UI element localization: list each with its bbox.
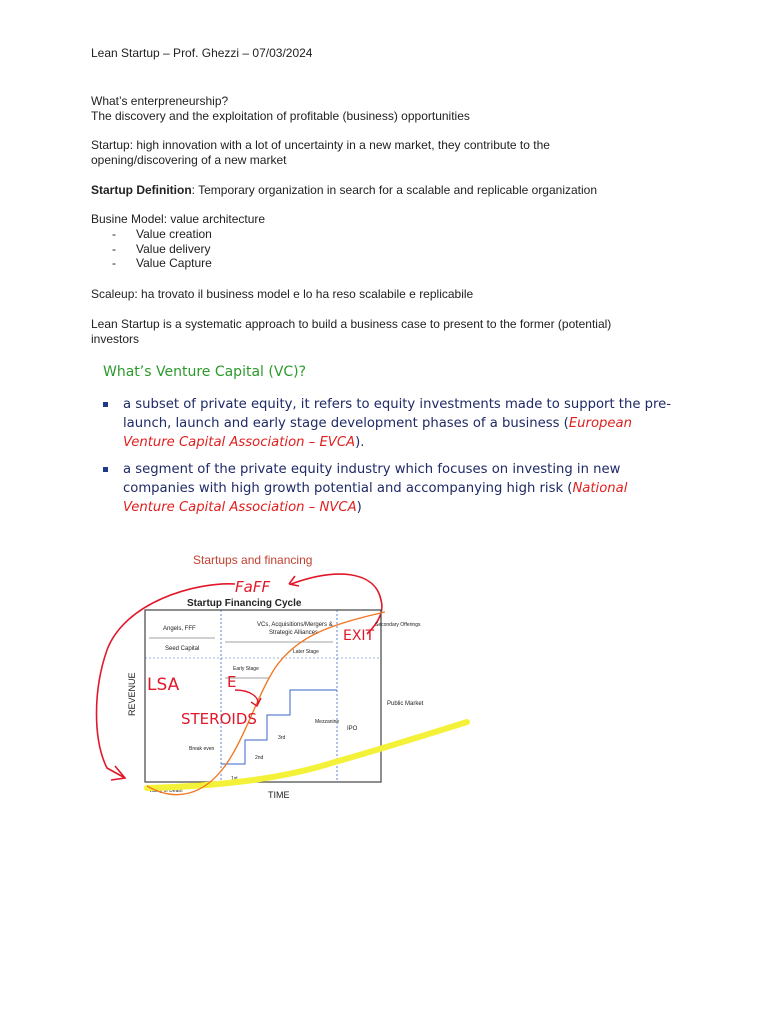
startup-line-1: Startup: high innovation with a lot of uncertainty in a new market, they contribute to the [91, 138, 550, 152]
startup-financing-diagram [85, 540, 485, 820]
vc-bullet-2-text-b: ) [356, 500, 362, 515]
steroids-annotation: STEROIDS [181, 710, 257, 728]
vcs-label-2: Strategic Alliances [269, 630, 319, 636]
e-annotation: E [227, 673, 237, 691]
x-axis-label: TIME [268, 790, 290, 800]
list-dash: - [112, 256, 116, 270]
startup-line-2: opening/discovering of a new market [91, 152, 287, 167]
entrepreneurship-question: What’s enterpreneurship? [91, 94, 229, 108]
bullet-square [103, 402, 108, 407]
arrow-head [111, 766, 125, 780]
handwritten-title: Startups and financing [193, 553, 313, 567]
lean-line-1: Lean Startup is a systematic approach to build a business case to present to the former (potential) [91, 317, 612, 331]
y-axis-label: REVENUE [127, 672, 137, 716]
startup-definition [91, 183, 597, 198]
list-dash: - [112, 227, 116, 241]
fff-annotation: FaFF [235, 578, 271, 596]
vc-bullet-1-text-a: a subset of private equity, it refers to equity investments made to support the pre-launch, launch and early stage development phases of a business ( [123, 397, 672, 431]
chart-title: Startup Financing Cycle [187, 598, 302, 609]
vc-bullet-1 [103, 395, 683, 452]
secondary-label: Secondary Offerings [375, 622, 421, 628]
round-3-label: 3rd [278, 735, 286, 741]
vcs-label-1: VCs, Acquisitions/Mergers & [257, 622, 333, 628]
break-even-label: Break even [189, 746, 215, 752]
vc-bullet-1-source: European Venture Capital Association – EVCA [123, 416, 632, 450]
round-2-label: 2nd [255, 755, 264, 761]
list-item-label: Value delivery [136, 241, 211, 256]
vc-bullet-2-text-a: a segment of the private equity industry which focuses on investing in new companies with high growth potential and accompanying high risk ( [123, 462, 621, 496]
yellow-highlight [147, 722, 467, 788]
exit-annotation: EXIT [343, 628, 375, 644]
vc-bullet-1-text [123, 395, 683, 452]
document-header: Lean Startup – Prof. Ghezzi – 07/03/2024 [91, 46, 313, 60]
angels-label: Angels, FFF [163, 626, 196, 632]
entrepreneurship-answer: The discovery and the exploitation of profitable (business) opportunities [91, 108, 470, 123]
business-model-title: Busine Model: value architecture [91, 212, 266, 226]
early-stage-label: Early Stage [233, 666, 259, 672]
vc-bullet-2-source: National Venture Capital Association – NVCA [123, 481, 628, 515]
list-dash: - [112, 241, 116, 256]
lean-line-2: investors [91, 331, 140, 346]
lsa-annotation: LSA [147, 675, 180, 695]
later-stage-label: Later Stage [293, 649, 319, 655]
startup-definition-text: : Temporary organization in search for a scalable and replicable organization [191, 183, 598, 197]
scaleup-text: Scaleup: ha trovato il business model e lo ha reso scalabile e replicabile [91, 287, 474, 301]
list-item-label: Value creation [136, 227, 212, 241]
vc-bullet-1-text-b: ). [355, 435, 365, 450]
public-market-label: Public Market [387, 701, 424, 707]
mezzanine-label: Mezzanine [315, 719, 340, 725]
ipo-label: IPO [347, 726, 358, 732]
startup-definition-label: Startup Definition [91, 183, 192, 197]
vc-title: What’s Venture Capital (VC)? [103, 364, 307, 380]
bullet-square [103, 467, 108, 472]
vc-bullet-2-text [123, 460, 683, 517]
valley-label: Valley of Death [149, 788, 183, 794]
seed-label: Seed Capital [165, 646, 200, 652]
vc-bullet-2 [103, 460, 683, 517]
round-1-label: 1st [231, 776, 238, 782]
list-item-label: Value Capture [136, 256, 212, 270]
